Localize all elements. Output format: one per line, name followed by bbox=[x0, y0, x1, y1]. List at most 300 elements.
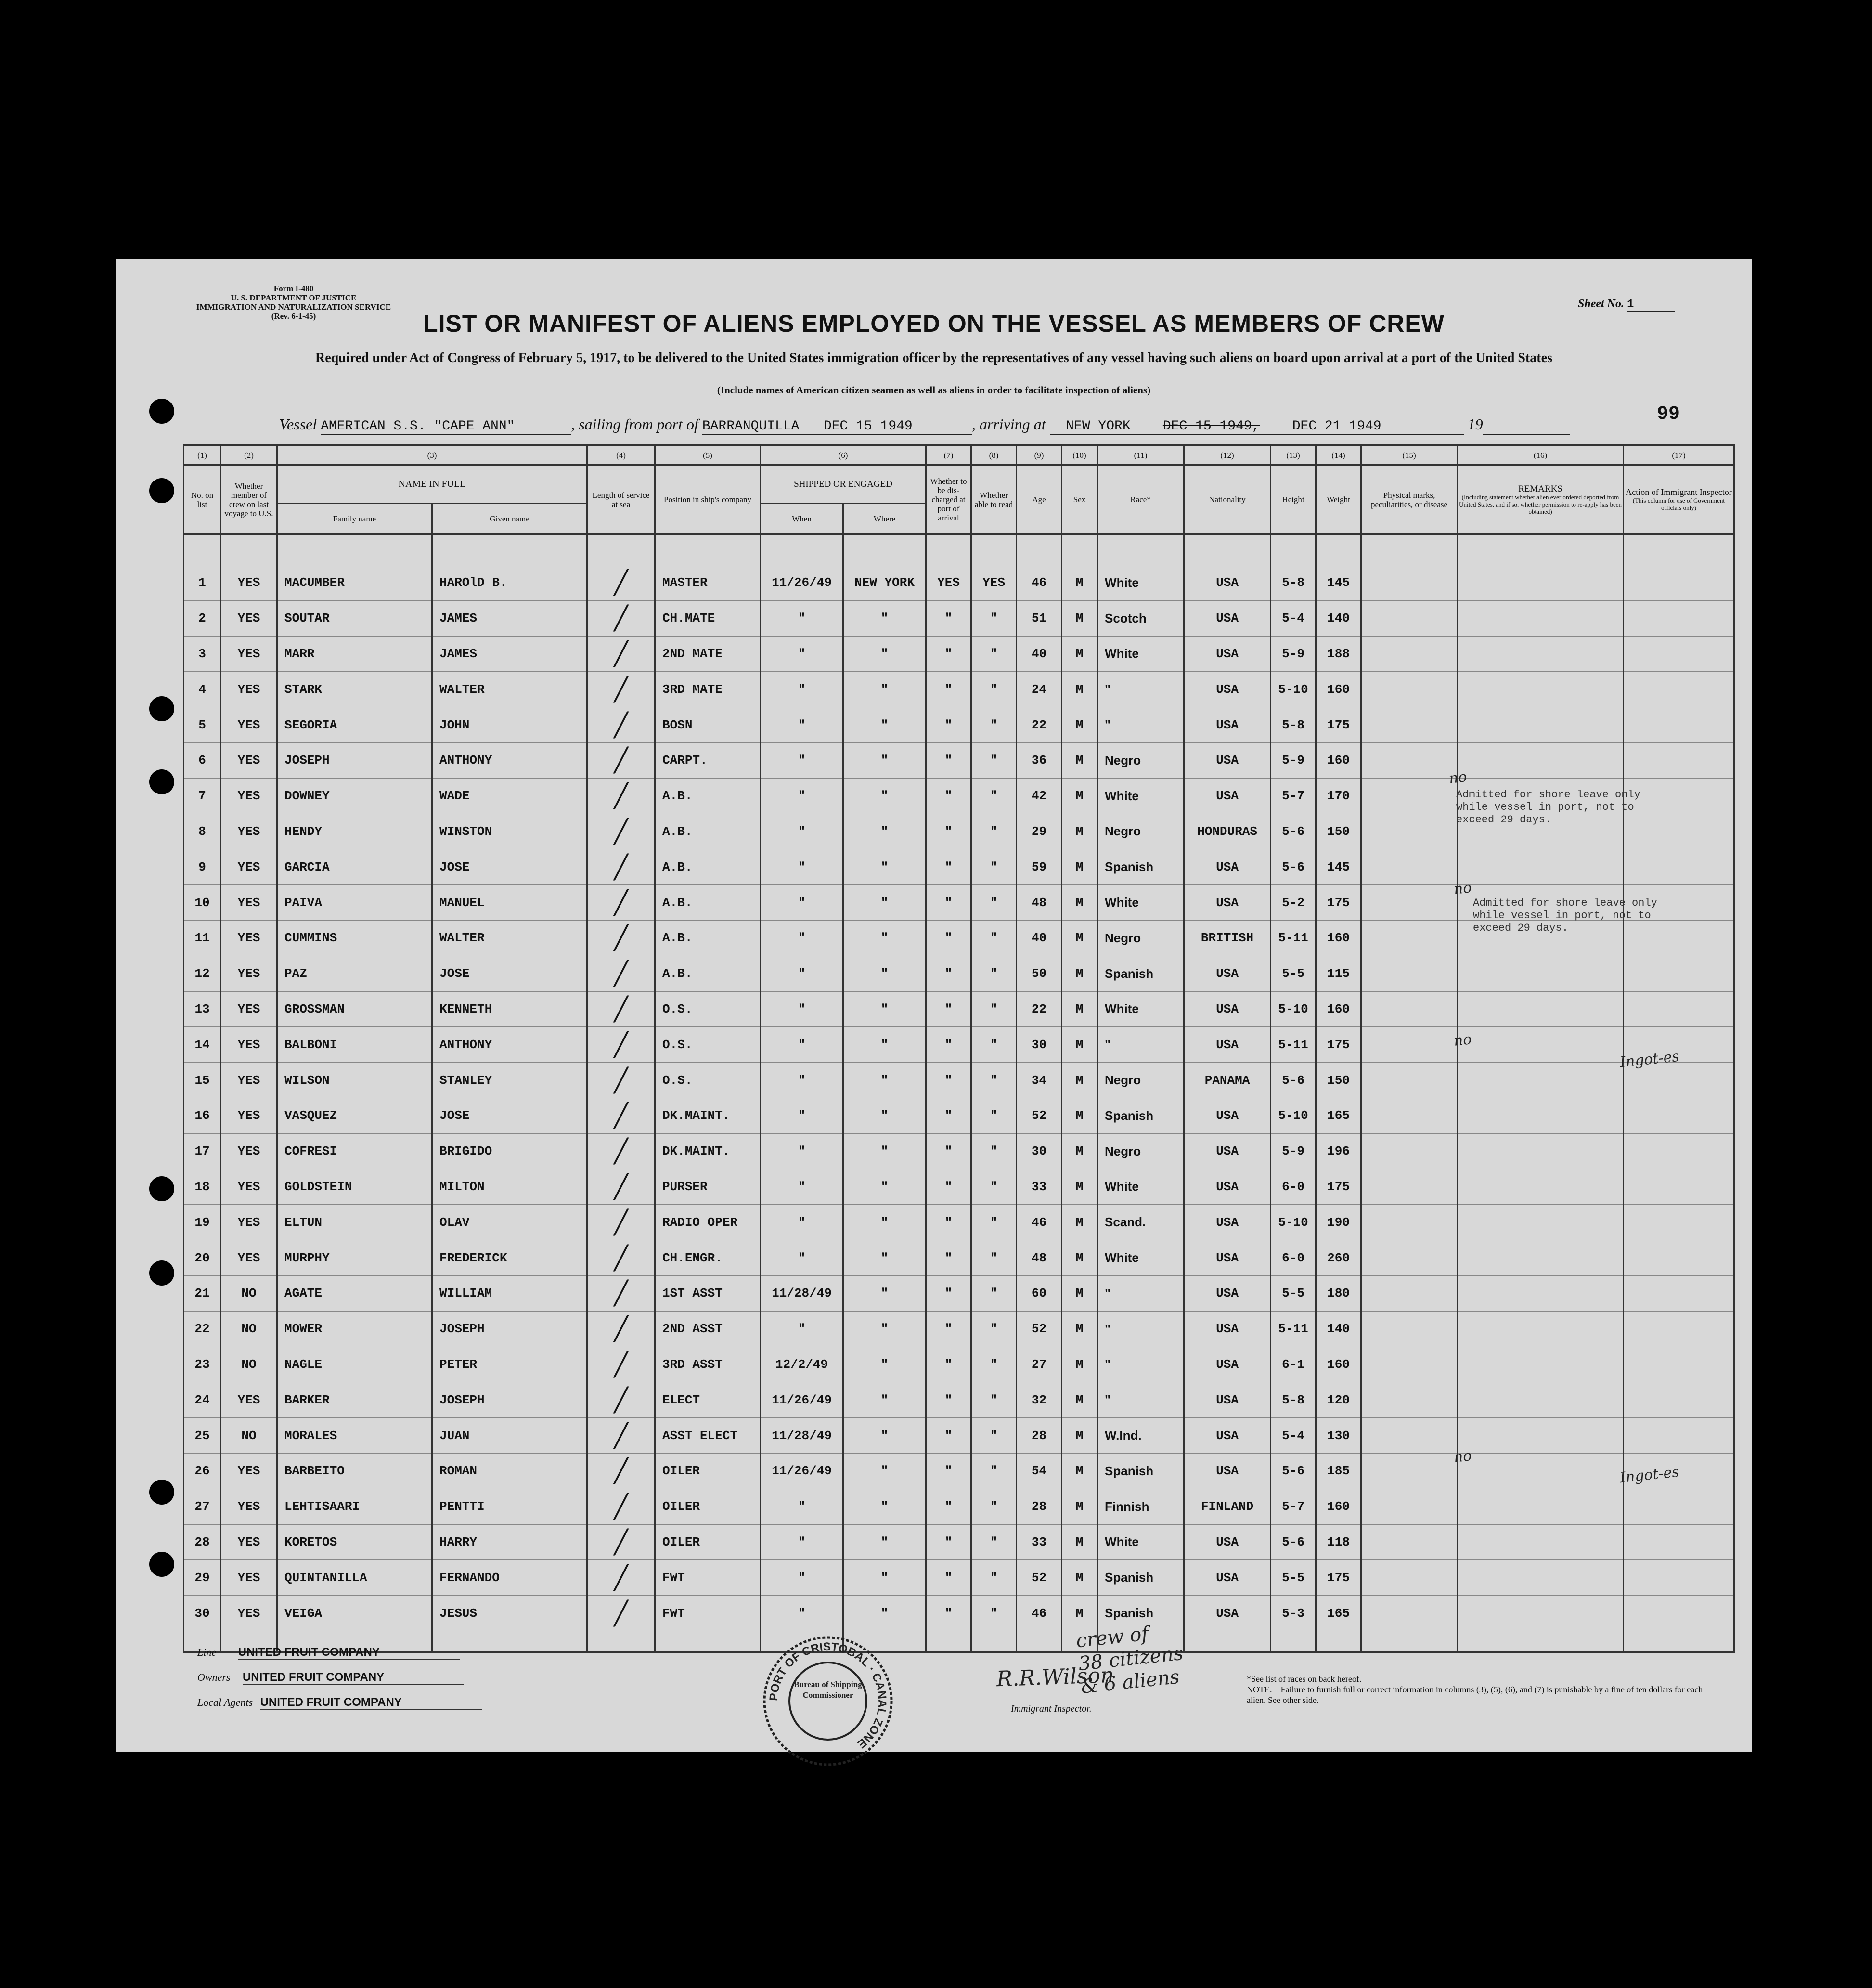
cell-prev: YES bbox=[221, 1133, 277, 1169]
cell-nationality: USA bbox=[1184, 849, 1271, 885]
cell-read: " bbox=[971, 1347, 1017, 1382]
cell-prev: YES bbox=[221, 1382, 277, 1418]
cell-remarks bbox=[1458, 1133, 1624, 1169]
service-check-mark: ╱ bbox=[587, 1063, 655, 1098]
cell-age: 48 bbox=[1017, 1240, 1062, 1276]
cell-prev: YES bbox=[221, 885, 277, 921]
cell-age: 51 bbox=[1017, 600, 1062, 636]
table-row bbox=[184, 1063, 1734, 1098]
cell-where: " bbox=[843, 1453, 926, 1489]
cell-height: 5-11 bbox=[1271, 920, 1316, 956]
cell-race: Spanish bbox=[1097, 1596, 1184, 1631]
cell-prev: YES bbox=[221, 991, 277, 1027]
cell-where: " bbox=[843, 1489, 926, 1524]
cell-age: 59 bbox=[1017, 849, 1062, 885]
cell-family: DOWNEY bbox=[277, 778, 432, 814]
cell-family: VASQUEZ bbox=[277, 1098, 432, 1133]
year-field bbox=[1483, 419, 1570, 435]
cell-marks bbox=[1361, 778, 1458, 814]
sheet-number-label: Sheet No. bbox=[1578, 298, 1624, 310]
cell-action bbox=[1624, 1596, 1734, 1631]
cell-race: White bbox=[1097, 991, 1184, 1027]
cell-action bbox=[1624, 636, 1734, 672]
cell-given: PETER bbox=[432, 1347, 587, 1382]
cell-sex: M bbox=[1062, 1027, 1097, 1063]
cell-position: O.S. bbox=[655, 991, 761, 1027]
cell-discharged: " bbox=[926, 1027, 971, 1063]
cell-given: WINSTON bbox=[432, 814, 587, 849]
cell-read: " bbox=[971, 814, 1017, 849]
header-col5-number: (5) bbox=[655, 445, 761, 465]
cell-prev: YES bbox=[221, 1169, 277, 1205]
cell-read: " bbox=[971, 600, 1017, 636]
cell-prev: YES bbox=[221, 565, 277, 601]
service-check-mark: ╱ bbox=[587, 1275, 655, 1311]
cell-sex: M bbox=[1062, 1063, 1097, 1098]
cell-no: 29 bbox=[184, 1560, 221, 1596]
header-col11-number: (11) bbox=[1097, 445, 1184, 465]
cell-action bbox=[1624, 672, 1734, 707]
table-row bbox=[184, 1205, 1734, 1240]
cell-remarks bbox=[1458, 636, 1624, 672]
cell-marks bbox=[1361, 920, 1458, 956]
cell-position: A.B. bbox=[655, 814, 761, 849]
cell-when: 11/28/49 bbox=[761, 1275, 843, 1311]
punch-hole bbox=[149, 769, 174, 794]
table-row bbox=[184, 1418, 1734, 1454]
cell-position: ASST ELECT bbox=[655, 1418, 761, 1454]
cell-discharged: " bbox=[926, 742, 971, 778]
cell-no: 9 bbox=[184, 849, 221, 885]
punch-hole bbox=[149, 399, 174, 424]
cell-weight: 165 bbox=[1316, 1098, 1361, 1133]
cell-no: 14 bbox=[184, 1027, 221, 1063]
header-given-name: Given name bbox=[432, 504, 587, 534]
cell-marks bbox=[1361, 742, 1458, 778]
table-row bbox=[184, 1098, 1734, 1133]
cell-marks bbox=[1361, 1382, 1458, 1418]
cell-no: 21 bbox=[184, 1275, 221, 1311]
cell-given: JESUS bbox=[432, 1596, 587, 1631]
cell-given: WILLIAM bbox=[432, 1275, 587, 1311]
cell-race: Negro bbox=[1097, 1063, 1184, 1098]
cell-family: LEHTISAARI bbox=[277, 1489, 432, 1524]
cell-given: JOHN bbox=[432, 707, 587, 743]
cell-prev: YES bbox=[221, 814, 277, 849]
cell-where: " bbox=[843, 1418, 926, 1454]
cell-age: 30 bbox=[1017, 1133, 1062, 1169]
cell-race: " bbox=[1097, 1027, 1184, 1063]
cell-discharged: " bbox=[926, 1205, 971, 1240]
cell-given: MANUEL bbox=[432, 885, 587, 921]
header-weight: Weight bbox=[1316, 465, 1361, 534]
service-check-mark: ╱ bbox=[587, 920, 655, 956]
cell-remarks bbox=[1458, 1098, 1624, 1133]
cell-when: 11/26/49 bbox=[761, 1453, 843, 1489]
cell-position: CH.ENGR. bbox=[655, 1240, 761, 1276]
cell-family: ELTUN bbox=[277, 1205, 432, 1240]
cell-read: " bbox=[971, 636, 1017, 672]
cell-remarks bbox=[1458, 1347, 1624, 1382]
cell-no: 16 bbox=[184, 1098, 221, 1133]
service-check-mark: ╱ bbox=[587, 1240, 655, 1276]
cell-when: " bbox=[761, 1596, 843, 1631]
cell-sex: M bbox=[1062, 707, 1097, 743]
cell-marks bbox=[1361, 1347, 1458, 1382]
cell-prev: YES bbox=[221, 1098, 277, 1133]
cell-given: WALTER bbox=[432, 920, 587, 956]
cell-marks bbox=[1361, 636, 1458, 672]
cell-marks bbox=[1361, 1596, 1458, 1631]
cell-nationality: USA bbox=[1184, 707, 1271, 743]
cell-no: 13 bbox=[184, 991, 221, 1027]
cell-age: 27 bbox=[1017, 1347, 1062, 1382]
cell-remarks bbox=[1458, 1311, 1624, 1347]
cell-discharged: " bbox=[926, 1382, 971, 1418]
cell-no: 25 bbox=[184, 1418, 221, 1454]
cell-when: 12/2/49 bbox=[761, 1347, 843, 1382]
cell-height: 5-6 bbox=[1271, 1453, 1316, 1489]
cell-where: " bbox=[843, 1382, 926, 1418]
cell-no: 11 bbox=[184, 920, 221, 956]
punch-hole bbox=[149, 1176, 174, 1201]
cell-height: 5-9 bbox=[1271, 636, 1316, 672]
cell-discharged: " bbox=[926, 849, 971, 885]
cell-weight: 150 bbox=[1316, 814, 1361, 849]
cell-nationality: USA bbox=[1184, 1347, 1271, 1382]
cell-height: 5-6 bbox=[1271, 1524, 1316, 1560]
cell-race: White bbox=[1097, 1169, 1184, 1205]
cell-weight: 130 bbox=[1316, 1418, 1361, 1454]
cell-where: " bbox=[843, 1027, 926, 1063]
cell-prev: YES bbox=[221, 1489, 277, 1524]
cell-prev: YES bbox=[221, 1560, 277, 1596]
cell-family: MARR bbox=[277, 636, 432, 672]
cell-family: MACUMBER bbox=[277, 565, 432, 601]
cell-nationality: USA bbox=[1184, 1275, 1271, 1311]
cell-position: FWT bbox=[655, 1596, 761, 1631]
cell-nationality: HONDURAS bbox=[1184, 814, 1271, 849]
cell-age: 54 bbox=[1017, 1453, 1062, 1489]
arriving-label: , arriving at bbox=[971, 416, 1046, 433]
cell-given: JAMES bbox=[432, 600, 587, 636]
cell-marks bbox=[1361, 1063, 1458, 1098]
header-col1-number: (1) bbox=[184, 445, 221, 465]
cell-race: " bbox=[1097, 1275, 1184, 1311]
cell-where: " bbox=[843, 814, 926, 849]
cell-age: 52 bbox=[1017, 1560, 1062, 1596]
cell-family: WILSON bbox=[277, 1063, 432, 1098]
cell-no: 5 bbox=[184, 707, 221, 743]
cell-discharged: " bbox=[926, 1524, 971, 1560]
subtitle-note: (Include names of American citizen seamen as well as aliens in order to facilitate inspection of aliens) bbox=[717, 384, 1151, 396]
cell-remarks bbox=[1458, 1275, 1624, 1311]
cell-read: " bbox=[971, 1382, 1017, 1418]
vessel-line bbox=[279, 416, 1733, 435]
cell-where: NEW YORK bbox=[843, 565, 926, 601]
cell-read: " bbox=[971, 1524, 1017, 1560]
cell-nationality: USA bbox=[1184, 1560, 1271, 1596]
cell-weight: 145 bbox=[1316, 565, 1361, 601]
header-race: Race* bbox=[1097, 465, 1184, 534]
cell-nationality: USA bbox=[1184, 742, 1271, 778]
cell-no: 17 bbox=[184, 1133, 221, 1169]
cell-read: " bbox=[971, 920, 1017, 956]
cell-family: JOSEPH bbox=[277, 742, 432, 778]
sheet-tally: 99 bbox=[1656, 403, 1680, 425]
cell-no: 18 bbox=[184, 1169, 221, 1205]
cell-action bbox=[1624, 1098, 1734, 1133]
cell-sex: M bbox=[1062, 742, 1097, 778]
cell-remarks bbox=[1458, 1560, 1624, 1596]
cell-where: " bbox=[843, 1169, 926, 1205]
table-row bbox=[184, 1240, 1734, 1276]
cell-position: MASTER bbox=[655, 565, 761, 601]
port-from: BARRANQUILLA bbox=[702, 419, 800, 434]
cell-discharged: " bbox=[926, 1311, 971, 1347]
header-able-to-read: Whether able to read bbox=[971, 465, 1017, 534]
cell-given: PENTTI bbox=[432, 1489, 587, 1524]
cell-marks bbox=[1361, 1453, 1458, 1489]
cell-nationality: USA bbox=[1184, 1169, 1271, 1205]
header-length-of-service: Length of service at sea bbox=[587, 465, 655, 534]
cell-nationality: USA bbox=[1184, 565, 1271, 601]
cell-family: AGATE bbox=[277, 1275, 432, 1311]
table-spacer bbox=[184, 534, 1734, 565]
cell-discharged: " bbox=[926, 1169, 971, 1205]
cell-age: 46 bbox=[1017, 565, 1062, 601]
cell-weight: 175 bbox=[1316, 885, 1361, 921]
table-row bbox=[184, 1275, 1734, 1311]
punch-hole bbox=[149, 1552, 174, 1577]
cell-race: Spanish bbox=[1097, 1560, 1184, 1596]
handwritten-no-row-11: no bbox=[1453, 879, 1473, 898]
cell-height: 5-10 bbox=[1271, 991, 1316, 1027]
cell-no: 4 bbox=[184, 672, 221, 707]
arrival-field bbox=[1050, 419, 1464, 435]
cell-nationality: USA bbox=[1184, 1524, 1271, 1560]
cell-where: " bbox=[843, 1275, 926, 1311]
cell-sex: M bbox=[1062, 1205, 1097, 1240]
cell-action bbox=[1624, 1240, 1734, 1276]
cell-given: BRIGIDO bbox=[432, 1133, 587, 1169]
table-row bbox=[184, 1311, 1734, 1347]
service-check-mark: ╱ bbox=[587, 1418, 655, 1454]
table-row bbox=[184, 849, 1734, 885]
cell-where: " bbox=[843, 1098, 926, 1133]
cell-discharged: " bbox=[926, 1347, 971, 1382]
date-from: DEC 15 1949 bbox=[823, 419, 913, 434]
cell-family: SOUTAR bbox=[277, 600, 432, 636]
cell-height: 5-6 bbox=[1271, 814, 1316, 849]
cell-weight: 175 bbox=[1316, 707, 1361, 743]
cell-when: " bbox=[761, 600, 843, 636]
cell-read: " bbox=[971, 885, 1017, 921]
cell-family: NAGLE bbox=[277, 1347, 432, 1382]
cell-when: " bbox=[761, 1311, 843, 1347]
cell-sex: M bbox=[1062, 1418, 1097, 1454]
cell-family: COFRESI bbox=[277, 1133, 432, 1169]
header-col13-number: (13) bbox=[1271, 445, 1316, 465]
table-row bbox=[184, 956, 1734, 991]
cell-given: ANTHONY bbox=[432, 1027, 587, 1063]
cell-position: BOSN bbox=[655, 707, 761, 743]
cell-race: " bbox=[1097, 707, 1184, 743]
cell-weight: 120 bbox=[1316, 1382, 1361, 1418]
handwritten-no-row-7: no bbox=[1448, 768, 1468, 787]
header-col8-number: (8) bbox=[971, 445, 1017, 465]
cell-nationality: USA bbox=[1184, 956, 1271, 991]
form-service: IMMIGRATION AND NATURALIZATION SERVICE bbox=[196, 302, 391, 312]
header-last-voyage: Whether member of crew on last voyage to U.S. bbox=[221, 465, 277, 534]
cell-where: " bbox=[843, 1524, 926, 1560]
cell-nationality: USA bbox=[1184, 1311, 1271, 1347]
cell-family: SEGORIA bbox=[277, 707, 432, 743]
cell-when: " bbox=[761, 1169, 843, 1205]
cell-position: OILER bbox=[655, 1453, 761, 1489]
cell-no: 26 bbox=[184, 1453, 221, 1489]
table-row bbox=[184, 600, 1734, 636]
cell-given: FREDERICK bbox=[432, 1240, 587, 1276]
cell-race: White bbox=[1097, 1524, 1184, 1560]
header-col6-number: (6) bbox=[761, 445, 926, 465]
service-check-mark: ╱ bbox=[587, 707, 655, 743]
cell-no: 24 bbox=[184, 1382, 221, 1418]
cell-no: 27 bbox=[184, 1489, 221, 1524]
cell-discharged: " bbox=[926, 636, 971, 672]
cell-sex: M bbox=[1062, 1133, 1097, 1169]
cell-age: 28 bbox=[1017, 1489, 1062, 1524]
cell-family: MORALES bbox=[277, 1418, 432, 1454]
cell-when: " bbox=[761, 956, 843, 991]
cell-remarks bbox=[1458, 707, 1624, 743]
cell-where: " bbox=[843, 885, 926, 921]
cell-prev: NO bbox=[221, 1311, 277, 1347]
table-row bbox=[184, 991, 1734, 1027]
cell-action bbox=[1624, 600, 1734, 636]
cell-given: JOSE bbox=[432, 1098, 587, 1133]
cell-discharged: " bbox=[926, 1596, 971, 1631]
cell-height: 5-10 bbox=[1271, 1098, 1316, 1133]
cell-position: A.B. bbox=[655, 956, 761, 991]
cell-weight: 118 bbox=[1316, 1524, 1361, 1560]
cell-family: VEIGA bbox=[277, 1596, 432, 1631]
cell-position: A.B. bbox=[655, 849, 761, 885]
cell-no: 22 bbox=[184, 1311, 221, 1347]
cell-marks bbox=[1361, 1275, 1458, 1311]
header-when: When bbox=[761, 504, 843, 534]
table-row bbox=[184, 1453, 1734, 1489]
cell-family: PAIVA bbox=[277, 885, 432, 921]
table-row bbox=[184, 1524, 1734, 1560]
cell-discharged: " bbox=[926, 920, 971, 956]
table-row bbox=[184, 1347, 1734, 1382]
cell-family: KORETOS bbox=[277, 1524, 432, 1560]
cell-sex: M bbox=[1062, 1169, 1097, 1205]
cell-prev: NO bbox=[221, 1418, 277, 1454]
cell-when: " bbox=[761, 1489, 843, 1524]
header-name-in-full: NAME IN FULL bbox=[277, 465, 587, 504]
cell-height: 5-8 bbox=[1271, 1382, 1316, 1418]
cell-read: " bbox=[971, 1240, 1017, 1276]
cell-when: " bbox=[761, 1240, 843, 1276]
cell-no: 10 bbox=[184, 885, 221, 921]
cell-when: " bbox=[761, 1560, 843, 1596]
header-remarks bbox=[1458, 465, 1624, 534]
cell-where: " bbox=[843, 1560, 926, 1596]
cell-discharged: " bbox=[926, 1240, 971, 1276]
header-inspector-sub: (This column for use of Government officials only) bbox=[1633, 497, 1725, 511]
cell-weight: 170 bbox=[1316, 778, 1361, 814]
cell-when: " bbox=[761, 1027, 843, 1063]
cell-nationality: USA bbox=[1184, 1382, 1271, 1418]
cell-remarks bbox=[1458, 600, 1624, 636]
cell-height: 5-5 bbox=[1271, 956, 1316, 991]
cell-nationality: USA bbox=[1184, 1027, 1271, 1063]
cell-age: 33 bbox=[1017, 1169, 1062, 1205]
header-col4-number: (4) bbox=[587, 445, 655, 465]
cell-where: " bbox=[843, 672, 926, 707]
page-title: LIST OR MANIFEST OF ALIENS EMPLOYED ON THE VESSEL AS MEMBERS OF CREW bbox=[423, 310, 1445, 337]
cell-read: " bbox=[971, 1133, 1017, 1169]
cell-position: A.B. bbox=[655, 920, 761, 956]
cell-where: " bbox=[843, 600, 926, 636]
cell-weight: 115 bbox=[1316, 956, 1361, 991]
cell-nationality: BRITISH bbox=[1184, 920, 1271, 956]
cell-nationality: USA bbox=[1184, 672, 1271, 707]
cell-sex: M bbox=[1062, 849, 1097, 885]
cell-read: " bbox=[971, 1205, 1017, 1240]
cell-family: CUMMINS bbox=[277, 920, 432, 956]
header-remarks-title: REMARKS bbox=[1518, 483, 1562, 494]
cell-sex: M bbox=[1062, 1596, 1097, 1631]
cell-marks bbox=[1361, 814, 1458, 849]
service-check-mark: ╱ bbox=[587, 1382, 655, 1418]
cell-age: 48 bbox=[1017, 885, 1062, 921]
cell-when: " bbox=[761, 920, 843, 956]
cell-read: " bbox=[971, 672, 1017, 707]
cell-given: JOSEPH bbox=[432, 1382, 587, 1418]
cell-marks bbox=[1361, 565, 1458, 601]
cell-family: GOLDSTEIN bbox=[277, 1169, 432, 1205]
cell-where: " bbox=[843, 1347, 926, 1382]
cell-when: " bbox=[761, 742, 843, 778]
cell-weight: 175 bbox=[1316, 1027, 1361, 1063]
cell-family: GARCIA bbox=[277, 849, 432, 885]
cell-given: ANTHONY bbox=[432, 742, 587, 778]
cell-height: 6-0 bbox=[1271, 1169, 1316, 1205]
cell-where: " bbox=[843, 707, 926, 743]
cell-height: 5-3 bbox=[1271, 1596, 1316, 1631]
form-number: Form I-480 bbox=[273, 284, 314, 293]
cell-nationality: USA bbox=[1184, 1453, 1271, 1489]
cell-sex: M bbox=[1062, 1311, 1097, 1347]
cell-position: 3RD ASST bbox=[655, 1347, 761, 1382]
cell-action bbox=[1624, 1169, 1734, 1205]
cell-prev: YES bbox=[221, 778, 277, 814]
cell-height: 5-11 bbox=[1271, 1027, 1316, 1063]
cell-age: 40 bbox=[1017, 636, 1062, 672]
service-check-mark: ╱ bbox=[587, 672, 655, 707]
cell-remarks bbox=[1458, 991, 1624, 1027]
cell-age: 60 bbox=[1017, 1275, 1062, 1311]
cell-given: JOSE bbox=[432, 849, 587, 885]
cell-sex: M bbox=[1062, 565, 1097, 601]
cell-discharged: " bbox=[926, 814, 971, 849]
footer-agents bbox=[197, 1696, 482, 1710]
cell-position: DK.MAINT. bbox=[655, 1098, 761, 1133]
cell-action bbox=[1624, 849, 1734, 885]
